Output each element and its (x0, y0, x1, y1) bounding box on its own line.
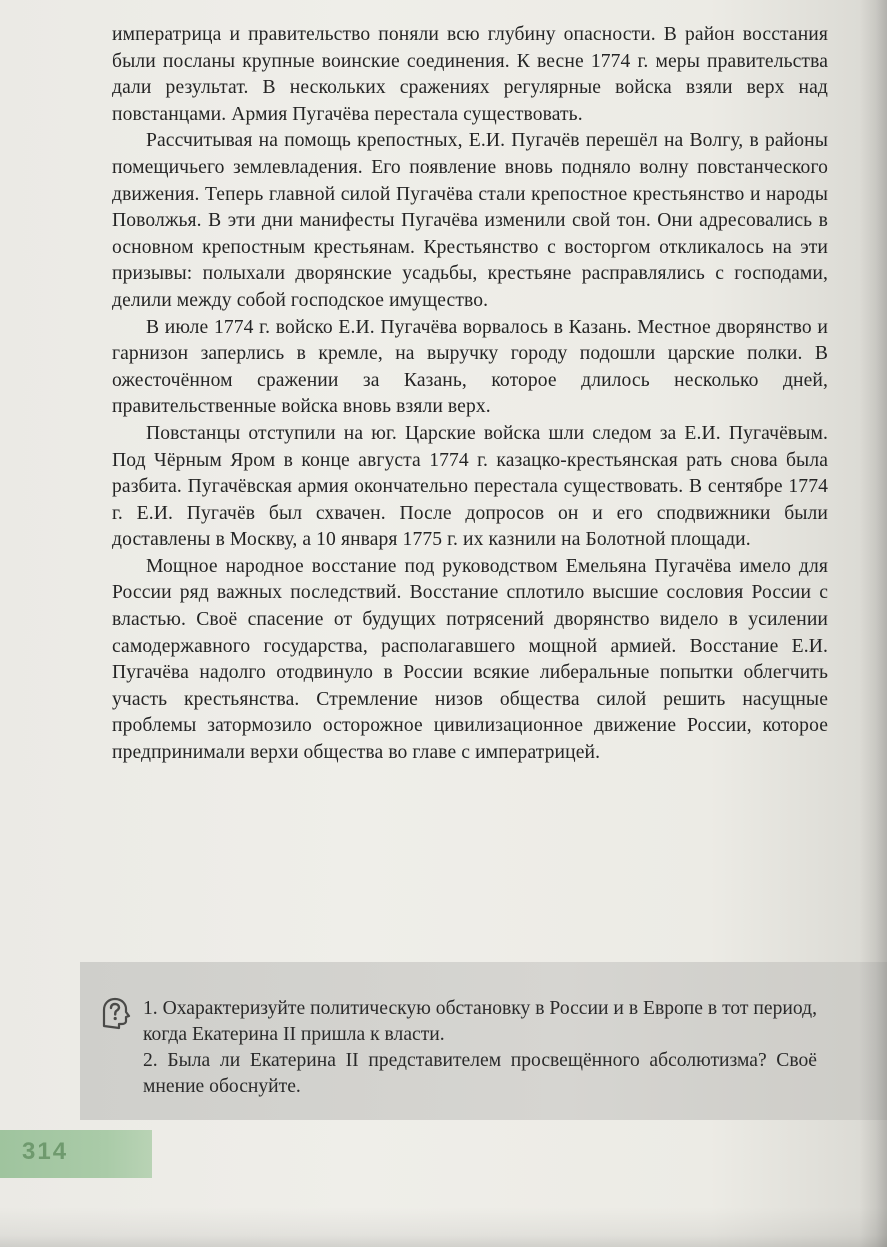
question-item: 2. Была ли Екатерина II представителем просвещённого абсолютизма? Своё мнение обоснуйте. (143, 1050, 817, 1097)
paragraph: Мощное народное восстание под руководством Емельяна Пугачёва имело для России ряд важных последствий. Восстание сплотило высшие сословия России с властью. Своё спасение от будущих потрясений дворянство видело в усилении самодержавного государства, располагавшего мощной армией. Восстание Е.И. Пугачёва надолго отодвинуло в России всякие либеральные попытки облегчить участь крестьянства. Стремление низов общества силой решить насущные проблемы затормозило осторожное цивилизационное движение России, которое предпринимали верхи общества во главе с императрицей. (112, 555, 828, 764)
paragraph: Повстанцы отступили на юг. Царские войска шли следом за Е.И. Пугачёвым. Под Чёрным Яром в конце августа 1774 г. казацко-крестьянская рать снова была разбита. Пугачёвская армия окончательно перестала существовать. В сентябре 1774 г. Е.И. Пугачёв был схвачен. После допросов он и его сподвижники были доставлены в Москву, а 10 января 1775 г. их казнили на Болотной площади. (112, 422, 828, 551)
question-item: 1. Охарактеризуйте политическую обстановку в России и в Европе в тот период, когда Екатерина II пришла к власти. (143, 998, 817, 1045)
questions-list (143, 996, 817, 1100)
main-text (112, 22, 828, 767)
page-bottom-shadow (0, 1207, 887, 1247)
page-edge-shadow (859, 0, 887, 1247)
paragraph: императрица и правительство поняли всю глубину опасности. В район восстания были посланы крупные воинские соединения. К весне 1774 г. меры правительства дали результат. В нескольких сражениях регулярные войска взяли верх над повстанцами. Армия Пугачёва перестала существовать. (112, 24, 828, 125)
paragraph: Рассчитывая на помощь крепостных, Е.И. Пугачёв перешёл на Волгу, в районы помещичьего землевладения. Его появление вновь подняло волну повстанческого движения. Теперь главной силой Пугачёва стали крепостное крестьянство и народы Поволжья. В эти дни манифесты Пугачёва изменили свой тон. Они адресовались в основном крепостным крестьянам. Крестьянство с восторгом откликалось на эти призывы: полыхали дворянские усадьбы, крестьяне расправлялись с господами, делили между собой господское имущество. (112, 130, 828, 311)
paragraph: В июле 1774 г. войско Е.И. Пугачёва ворвалось в Казань. Местное дворянство и гарнизон заперлись в кремле, на выручку городу подошли царские полки. В ожесточённом сражении за Казань, которое длилось несколько дней, правительственные войска вновь взяли верх. (112, 316, 828, 418)
page-number: 314 (22, 1138, 69, 1165)
question-head-icon (98, 996, 134, 1030)
